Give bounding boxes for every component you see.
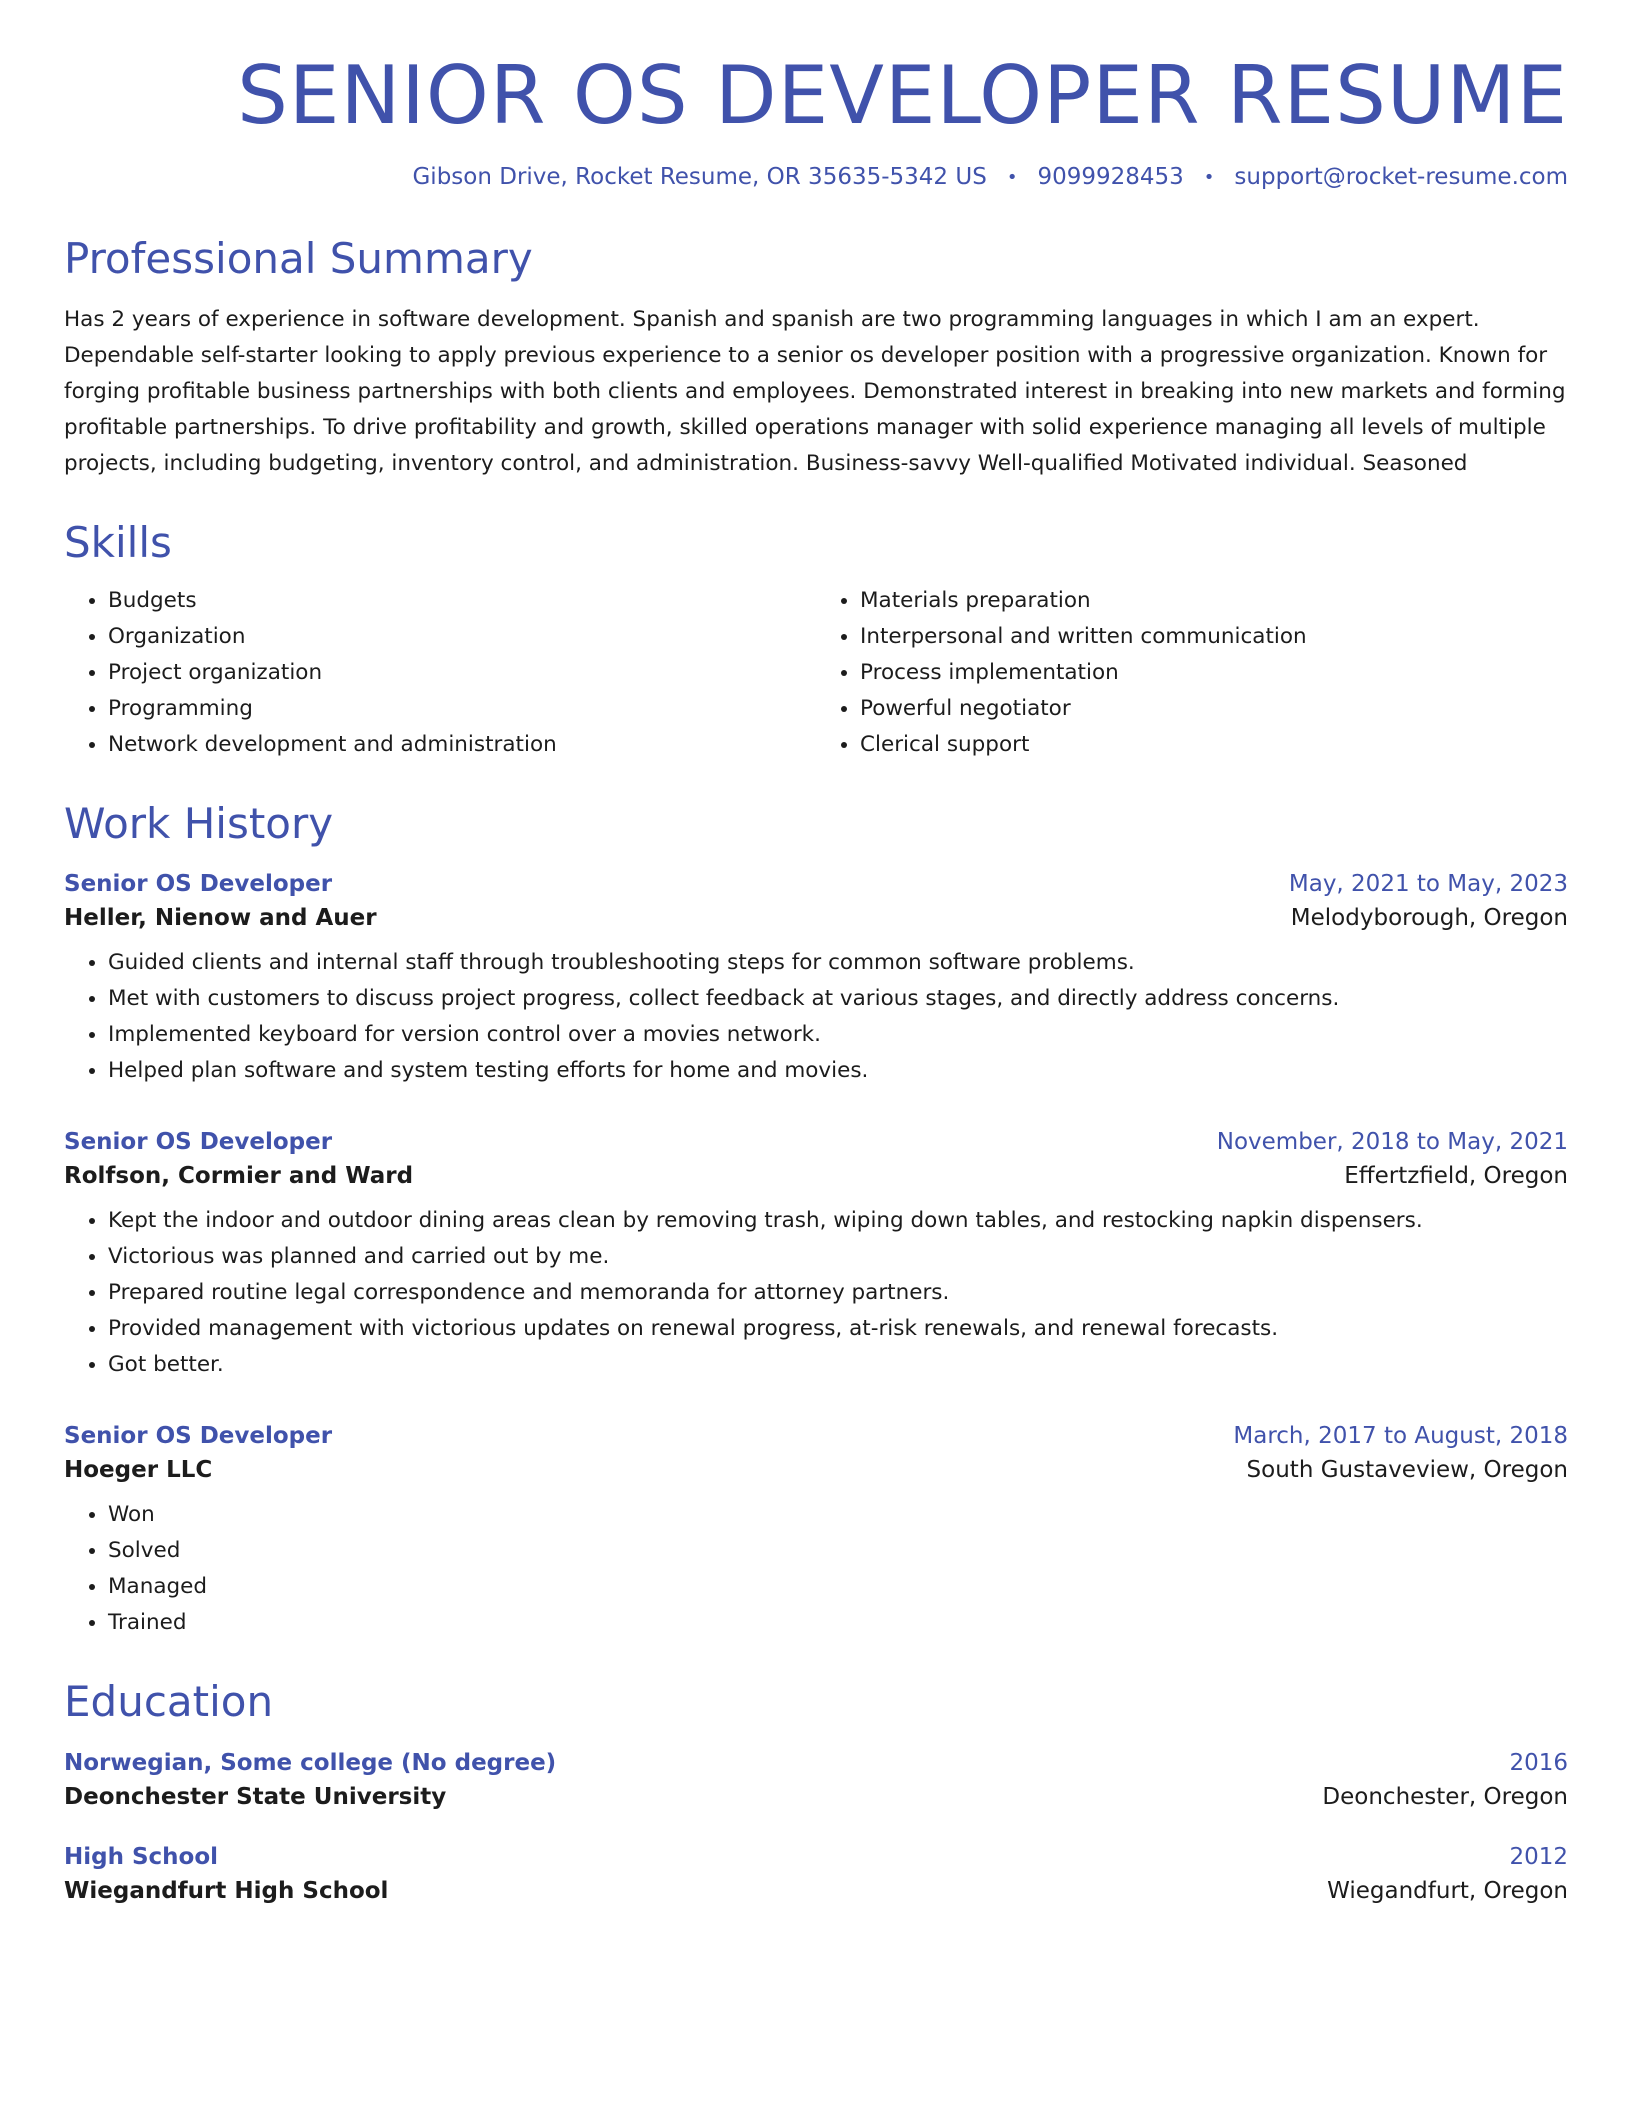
- contact-phone: 9099928453: [1037, 164, 1184, 190]
- job-dates: November, 2018 to May, 2021: [1216, 1129, 1568, 1156]
- job-bullet: • Helped plan software and system testing efforts for home and movies.: [108, 1053, 1568, 1089]
- job-location: Effertzfield, Oregon: [1344, 1163, 1568, 1190]
- job-location: South Gustaveview, Oregon: [1246, 1457, 1568, 1484]
- job-bullet: • Solved: [108, 1533, 1568, 1569]
- resume-title: SENIOR OS DEVELOPER RESUME: [237, 49, 1568, 142]
- job-entry: [64, 1129, 1568, 1383]
- skill-item: • Process implementation: [860, 655, 1568, 691]
- professional-summary-section: [64, 234, 1568, 482]
- job-bullets: [64, 1497, 1568, 1641]
- skill-item: • Programming: [108, 691, 816, 727]
- education-school: Deonchester State University: [64, 1783, 447, 1810]
- skill-item: • Interpersonal and written communication: [860, 619, 1568, 655]
- education-heading: Education: [64, 1677, 274, 1727]
- job-bullet: • Managed: [108, 1569, 1568, 1605]
- education-degree: Norwegian, Some college (No degree): [64, 1749, 557, 1776]
- skill-item: • Project organization: [108, 655, 816, 691]
- work-history-section: [64, 799, 1568, 1641]
- skills-grid: [64, 583, 1568, 763]
- job-bullets: [64, 1203, 1568, 1383]
- education-entry: [64, 1750, 1568, 1810]
- skills-left-list: [64, 583, 816, 763]
- education-location: Deonchester, Oregon: [1322, 1783, 1568, 1810]
- job-bullet: • Met with customers to discuss project progress, collect feedback at various stages, and directly address concerns.: [108, 981, 1568, 1017]
- job-title: Senior OS Developer: [64, 1423, 333, 1450]
- skills-section: [64, 518, 1568, 762]
- education-section: [64, 1677, 1568, 1903]
- job-bullet: • Kept the indoor and outdoor dining areas clean by removing trash, wiping down tables, and restocking napkin dispensers.: [108, 1203, 1568, 1239]
- contact-address: Gibson Drive, Rocket Resume, OR 35635-5342 US: [412, 164, 987, 190]
- job-bullet: • Trained: [108, 1605, 1568, 1641]
- contact-separator: •: [1203, 166, 1215, 188]
- contact-email[interactable]: support@rocket-resume.com: [1234, 164, 1568, 190]
- job-bullet: • Won: [108, 1497, 1568, 1533]
- skills-right-list: [816, 583, 1568, 763]
- job-title: Senior OS Developer: [64, 871, 333, 898]
- education-degree: High School: [64, 1843, 219, 1870]
- job-company: Hoeger LLC: [64, 1457, 213, 1484]
- job-bullet: • Prepared routine legal correspondence and memoranda for attorney partners.: [108, 1275, 1568, 1311]
- job-entry: [64, 1423, 1568, 1641]
- summary-text: Has 2 years of experience in software development. Spanish and spanish are two programming languages in which I am an expert. Dependable self-starter looking to apply previous experience to a senior os developer position with a progressive organization. Known for forging profitable business partnerships with both clients and employees. Demonstrated interest in breaking into new markets and forming profitable partnerships. To drive profitability and growth, skilled operations manager with solid experience managing all levels of multiple projects, including budgeting, inventory control, and administration. Business-savvy Well-qualified Motivated individual. Seasoned: [64, 307, 1566, 477]
- summary-heading: Professional Summary: [64, 234, 533, 283]
- contact-separator: •: [1006, 166, 1018, 188]
- skill-item: • Materials preparation: [860, 583, 1568, 619]
- job-bullet: • Provided management with victorious updates on renewal progress, at-risk renewals, and renewal forecasts.: [108, 1311, 1568, 1347]
- skills-heading: Skills: [64, 518, 172, 568]
- education-entry: [64, 1844, 1568, 1904]
- contact-line: [64, 164, 1568, 190]
- job-bullet: • Implemented keyboard for version control over a movies network.: [108, 1017, 1568, 1053]
- job-entry: [64, 871, 1568, 1089]
- skill-item: • Budgets: [108, 583, 816, 619]
- skill-item: • Clerical support: [860, 727, 1568, 763]
- work-history-heading: Work History: [64, 798, 334, 848]
- skill-item: • Network development and administration: [108, 727, 816, 763]
- skill-item: • Powerful negotiator: [860, 691, 1568, 727]
- job-bullet: • Guided clients and internal staff through troubleshooting steps for common software problems.: [108, 945, 1568, 981]
- job-company: Rolfson, Cormier and Ward: [64, 1163, 414, 1190]
- job-dates: March, 2017 to August, 2018: [1233, 1423, 1568, 1450]
- skill-item: • Organization: [108, 619, 816, 655]
- education-location: Wiegandfurt, Oregon: [1327, 1877, 1568, 1904]
- education-year: 2016: [1509, 1749, 1568, 1776]
- job-bullets: [64, 945, 1568, 1089]
- job-location: Melodyborough, Oregon: [1290, 905, 1568, 932]
- job-bullet: • Victorious was planned and carried out by me.: [108, 1239, 1568, 1275]
- job-dates: May, 2021 to May, 2023: [1288, 871, 1568, 898]
- job-title: Senior OS Developer: [64, 1129, 333, 1156]
- job-bullet: • Got better.: [108, 1347, 1568, 1383]
- education-year: 2012: [1509, 1843, 1568, 1870]
- job-company: Heller, Nienow and Auer: [64, 905, 377, 932]
- education-school: Wiegandfurt High School: [64, 1877, 389, 1904]
